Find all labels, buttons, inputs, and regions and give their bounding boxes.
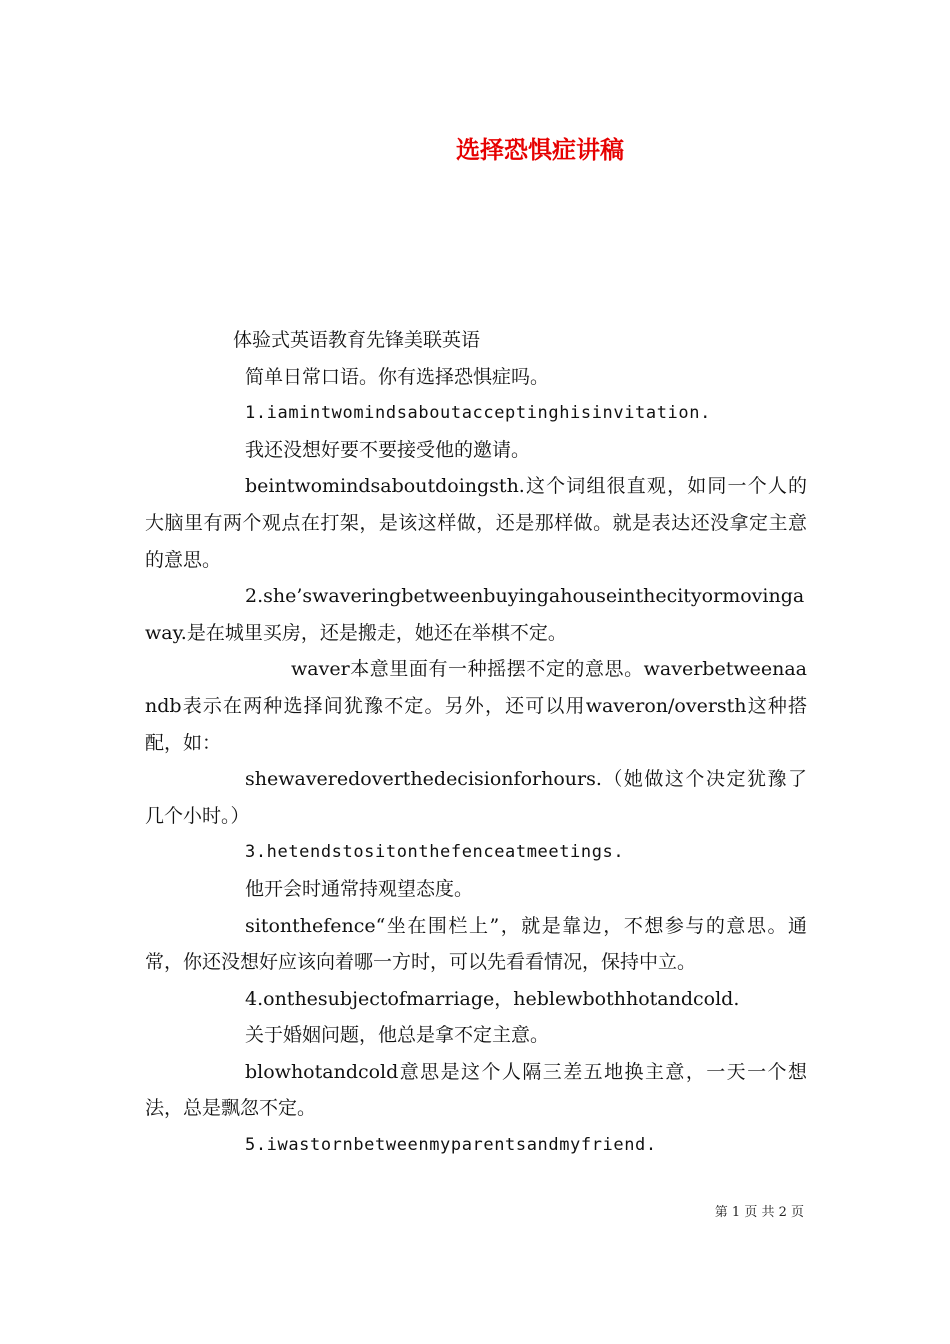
paragraph-15: 5.iwastornbetweenmyparentsandmyfriend.: [245, 1135, 657, 1156]
paragraph-10: 他开会时通常持观望态度。: [245, 877, 474, 900]
paragraph-7: waver本意里面有一种摇摆不定的意思。waverbetweenaandb表示在两种选择间犹豫不定。另外，还可以用waveron/oversth这种搭配，如：: [145, 658, 807, 754]
paragraph-8: shewaveredoverthedecisionforhours.（她做这个决定犹豫了几个小时。）: [145, 768, 807, 827]
paragraph-13: 关于婚姻问题，他总是拿不定主意。: [245, 1024, 550, 1047]
paragraph-6: 2.she’swaveringbetweenbuyingahouseinthecityormovingaway.是在城里买房，还是搬走，她还在举棋不定。: [145, 585, 805, 644]
paragraph-14: blowhotandcold意思是这个人隔三差五地换主意，一天一个想法，总是飘忽不定。: [145, 1060, 807, 1120]
paragraph-12: 4.onthesubjectofmarriage，heblewbothhotandcold.: [245, 987, 740, 1010]
document-title: 选择恐惧症讲稿: [456, 136, 624, 164]
page-number-footer: 第 1 页 共 2 页: [714, 1205, 804, 1220]
paragraph-1: 体验式英语教育先锋美联英语: [233, 329, 481, 351]
paragraph-3: 1.iamintwomindsaboutacceptinghisinvitation.: [245, 403, 711, 424]
paragraph-2: 简单日常口语。你有选择恐惧症吗。: [245, 365, 550, 388]
paragraph-11: sitonthefence“坐在围栏上”，就是靠边，不想参与的意思。通常，你还没想好应该向着哪一方时，可以先看看情况，保持中立。: [145, 914, 807, 974]
paragraph-9: 3.hetendstositonthefenceatmeetings.: [245, 842, 625, 863]
document-body: [145, 322, 807, 1164]
paragraph-5: beintwomindsaboutdoingsth.这个词组很直观，如同一个人的大脑里有两个观点在打架，是该这样做，还是那样做。就是表达还没拿定主意的意思。: [145, 475, 807, 571]
paragraph-4: 我还没想好要不要接受他的邀请。: [245, 438, 531, 461]
